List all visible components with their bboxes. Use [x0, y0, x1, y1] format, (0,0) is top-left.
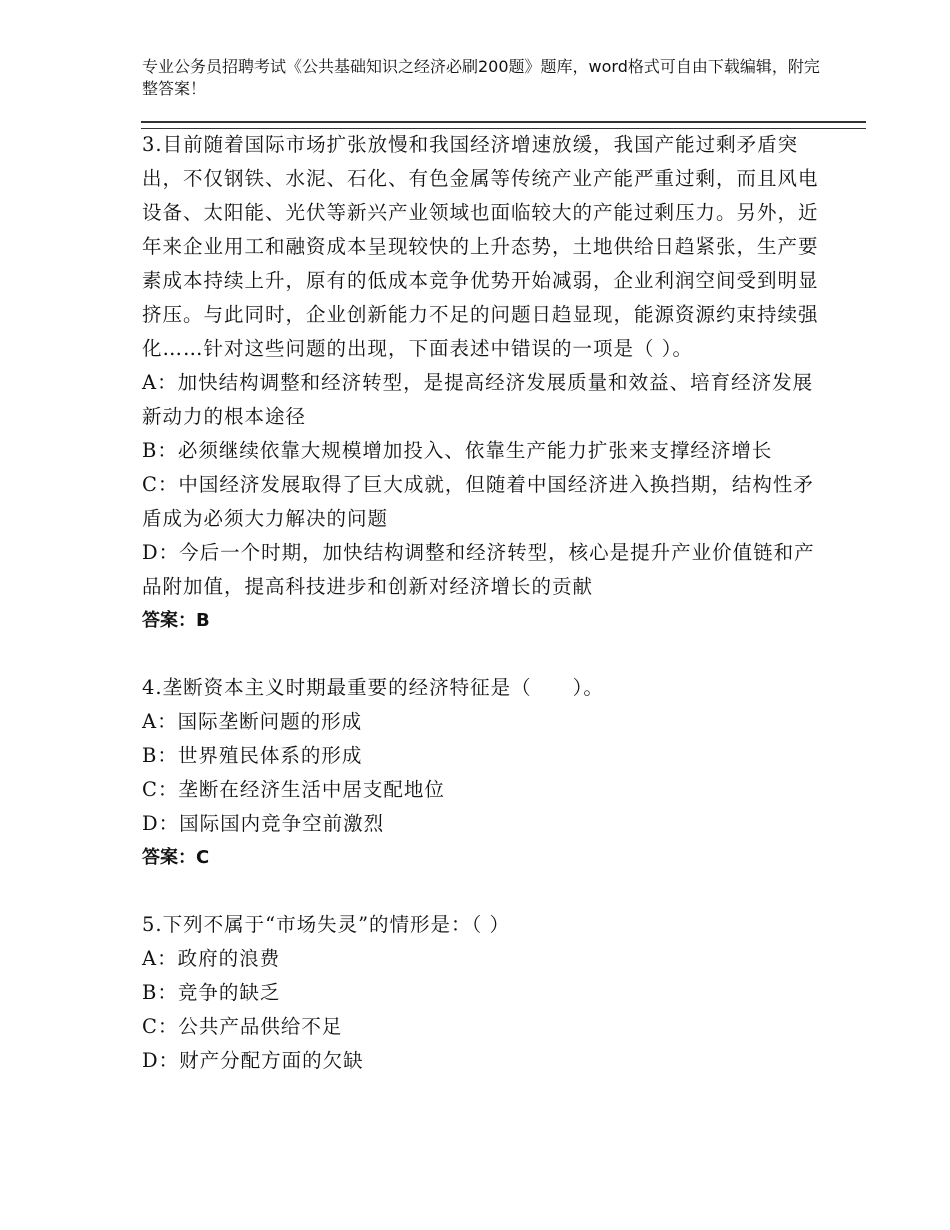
question-list — [142, 126, 822, 1078]
option-a: A：加快结构调整和经济转型，是提高经济发展质量和效益、培育经济发展新动力的根本途径 — [142, 371, 814, 428]
question-5 — [142, 908, 822, 1078]
option-c: C：公共产品供给不足 — [142, 1015, 343, 1038]
option-c: C：中国经济发展取得了巨大成就，但随着中国经济进入换挡期，结构性矛盾成为必须大力解决的问题 — [142, 473, 814, 530]
question-3 — [142, 126, 822, 638]
option-a: A：国际垄断问题的形成 — [142, 710, 363, 733]
option-c: C：垄断在经济生活中居支配地位 — [142, 778, 445, 801]
question-text: 3.目前随着国际市场扩张放慢和我国经济增速放缓，我国产能过剩矛盾突出，不仅钢铁、水泥、石化、有色金属等传统产业产能严重过剩，而且风电设备、太阳能、光伏等新兴产业领域也面临较大的产能过剩压力。另外，近年来企业用工和融资成本呈现较快的上升态势，土地供给日趋紧张，生产要素成本持续上升，原有的低成本竞争优势开始减弱，企业利润空间受到明显挤压。与此同时，企业创新能力不足的问题日趋显现，能源资源约束持续强化……针对这些问题的出现，下面表述中错误的一项是（ ）。 — [142, 133, 819, 360]
option-b: B：竞争的缺乏 — [142, 981, 281, 1004]
option-b: B：世界殖民体系的形成 — [142, 744, 363, 767]
document-header — [142, 56, 822, 100]
option-d: D：今后一个时期，加快结构调整和经济转型，核心是提升产业价值链和产品附加值，提高科技进步和创新对经济增长的贡献 — [142, 541, 815, 598]
question-text: 4.垄断资本主义时期最重要的经济特征是（ ）。 — [142, 676, 604, 699]
option-b: B：必须继续依靠大规模增加投入、依靠生产能力扩张来支撑经济增长 — [142, 439, 773, 462]
option-d: D：国际国内竞争空前激烈 — [142, 812, 385, 835]
question-text: 5.下列不属于“市场失灵”的情形是：（ ） — [142, 913, 510, 936]
option-a: A：政府的浪费 — [142, 947, 281, 970]
header-title: 专业公务员招聘考试《公共基础知识之经济必刷200题》题库，word格式可自由下载编辑，附完整答案！ — [142, 57, 820, 98]
question-spacer — [142, 638, 822, 671]
question-4 — [142, 671, 822, 875]
question-spacer — [142, 875, 822, 908]
answer-text: 答案：C — [142, 847, 210, 868]
option-d: D：财产分配方面的欠缺 — [142, 1049, 364, 1072]
answer-text: 答案：B — [142, 610, 210, 631]
